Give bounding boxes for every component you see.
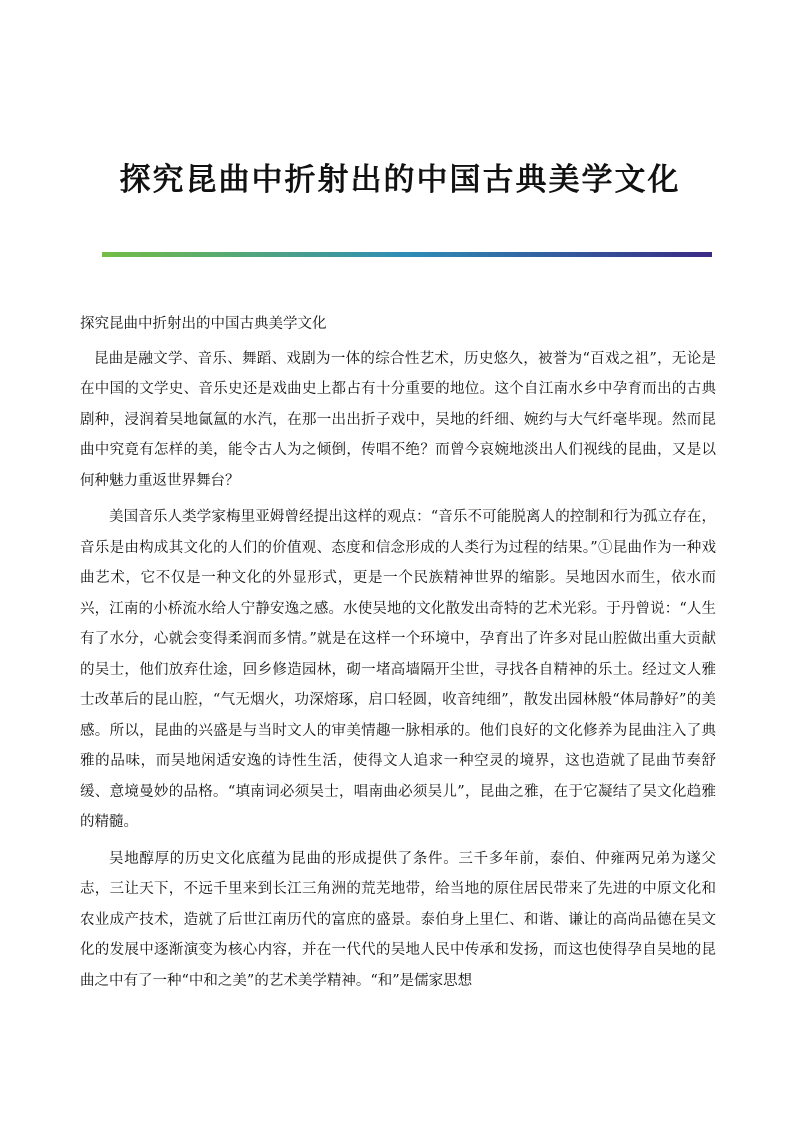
document-body	[80, 309, 716, 996]
document-title: 探究昆曲中折射出的中国古典美学文化	[119, 162, 681, 198]
paragraph-1: 昆曲是融文学、音乐、舞蹈、戏剧为一体的综合性艺术，历史悠久，被誉为“百戏之祖”，无论是在中国的文学史、音乐史还是戏曲史上都占有十分重要的地位。这个自江南水乡中孕育而出的古典剧种，浸润着吴地氤氲的水汽，在那一出出折子戏中，吴地的纤细、婉约与大气纤毫毕现。然而昆曲中究竟有怎样的美，能令古人为之倾倒，传唱不绝？而曾今哀婉地淡出人们视线的昆曲，又是以何种魅力重返世界舞台？	[80, 350, 716, 489]
title-divider	[102, 252, 712, 257]
paragraph-2: 美国音乐人类学家梅里亚姆曾经提出这样的观点：“音乐不可能脱离人的控制和行为孤立存在，音乐是由构成其文化的人们的价值观、态度和信念形成的人类行为过程的结果。”①昆曲作为一种戏曲艺术，它不仅是一种文化的外显形式，更是一个民族精神世界的缩影。吴地因水而生，依水而兴，江南的小桥流水给人宁静安逸之感。水使吴地的文化散发出奇特的艺术光彩。于丹曾说：“人生有了水分，心就会变得柔润而多情。”就是在这样一个环境中，孕育出了许多对昆山腔做出重大贡献的吴士，他们放弃仕途，回乡修造园林，砌一堵高墙隔开尘世，寻找各自精神的乐土。经过文人雅士改革后的昆山腔，“气无烟火，功深熔琢，启口轻圆，收音纯细”，散发出园林般“体局静好”的美感。所以，昆曲的兴盛是与当时文人的审美情趣一脉相承的。他们良好的文化修养为昆曲注入了典雅的品味，而吴地闲适安逸的诗性生活，使得文人追求一种空灵的境界，这也造就了昆曲节奏舒缓、意境曼妙的品格。“填南词必须吴士，唱南曲必须吴儿”，昆曲之雅，在于它凝结了吴文化趋雅的精髓。	[80, 509, 716, 830]
document-subtitle: 探究昆曲中折射出的中国古典美学文化	[80, 316, 327, 332]
paragraph-3: 吴地醇厚的历史文化底蕴为昆曲的形成提供了条件。三千多年前，泰伯、仲雍两兄弟为遂父志，三让天下，不远千里来到长江三角洲的荒芜地带，给当地的原住居民带来了先进的中原文化和农业成产技术，造就了后世江南历代的富庶的盛景。泰伯身上里仁、和谐、谦让的高尚品德在吴文化的发展中逐渐演变为核心内容，并在一代代的吴地人民中传承和发扬，而这也使得孕自吴地的昆曲之中有了一种“中和之美”的艺术美学精神。“和”是儒家思想	[80, 850, 716, 989]
